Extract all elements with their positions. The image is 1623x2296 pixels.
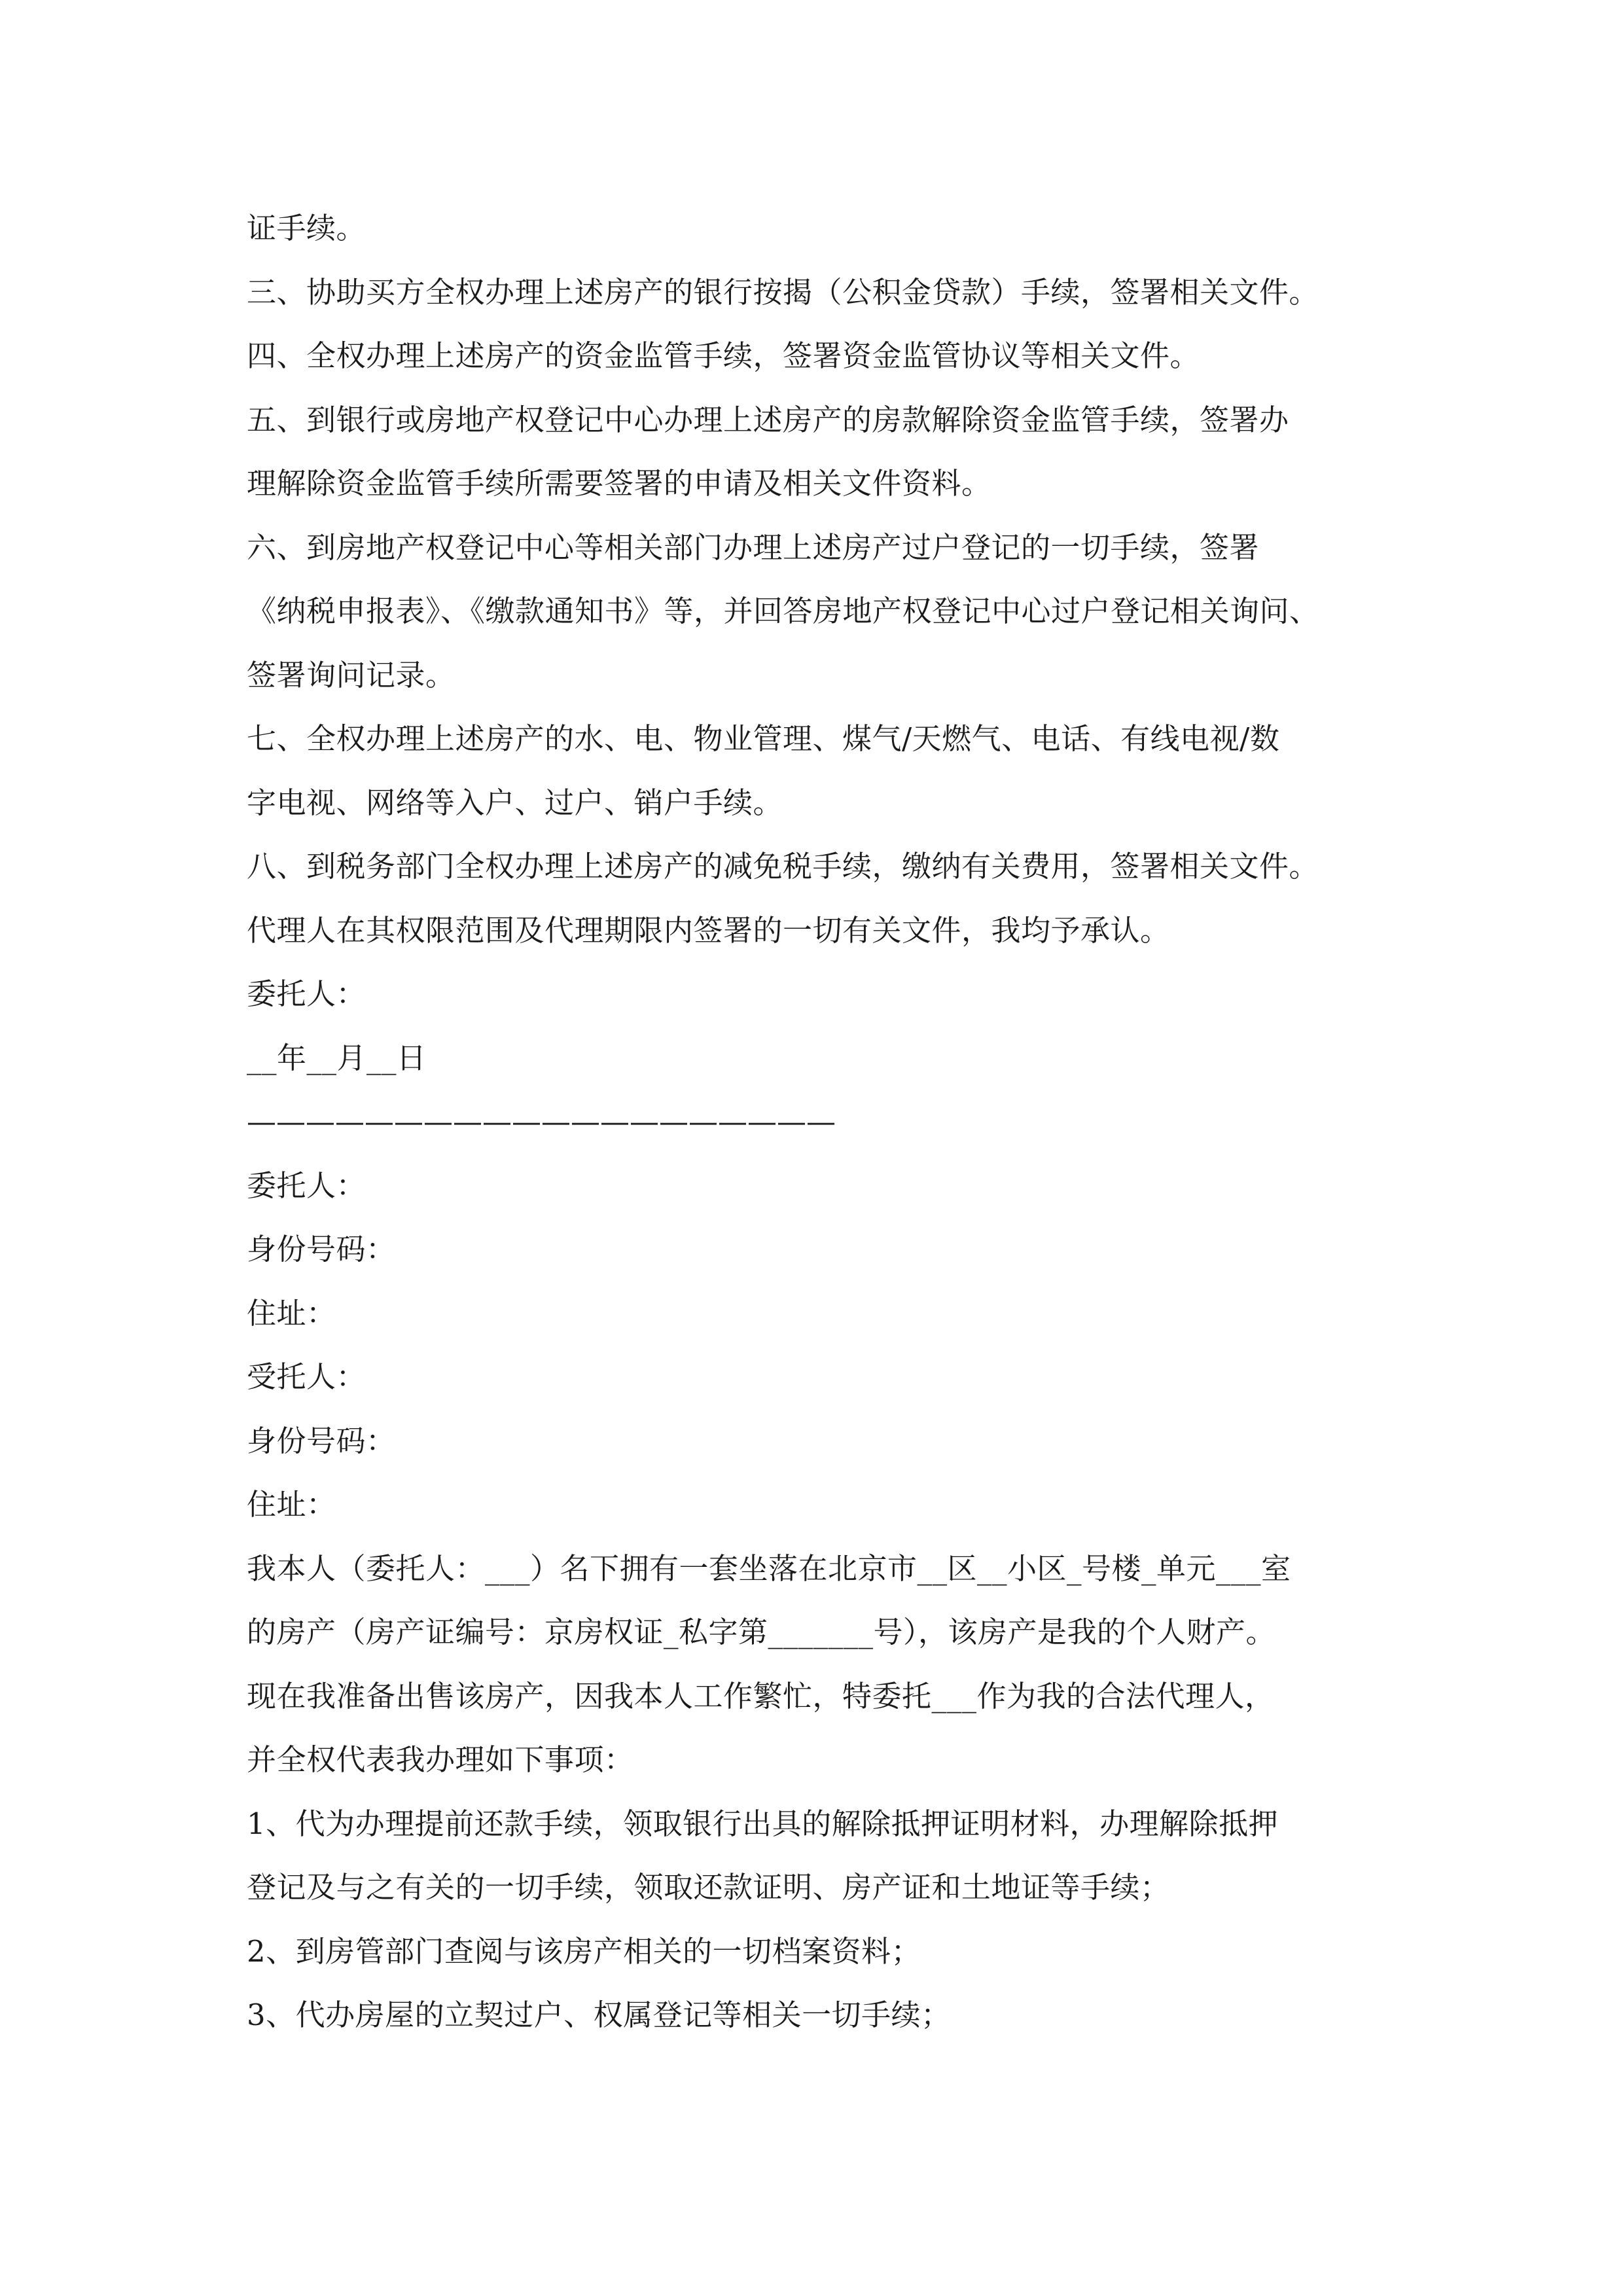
text-line: 三、协助买方全权办理上述房产的银行按揭（公积金贷款）手续，签署相关文件。 (247, 274, 1319, 310)
text-line: 3、代办房屋的立契过户、权属登记等相关一切手续； (247, 1998, 951, 2032)
principal-label: 委托人： (247, 1168, 366, 1203)
principal-address-label: 住址： (247, 1295, 336, 1331)
principal-id-label: 身份号码： (247, 1232, 396, 1266)
text-line: 《纳税申报表》、《缴款通知书》等，并回答房地产权登记中心过户登记相关询问、 (247, 594, 1319, 628)
agent-id-label: 身份号码： (247, 1423, 396, 1458)
text-line: 字电视、网络等入户、过户、销户手续。 (247, 785, 783, 820)
text-line: 并全权代表我办理如下事项： (247, 1742, 634, 1777)
text-line: 五、到银行或房地产权登记中心办理上述房产的房款解除资金监管手续，签署办 (247, 402, 1289, 437)
text-line: 证手续。 (247, 211, 366, 245)
text-line: 四、全权办理上述房产的资金监管手续，签署资金监管协议等相关文件。 (247, 338, 1200, 373)
text-line: 代理人在其权限范围及代理期限内签署的一切有关文件，我均予承认。 (247, 912, 1170, 948)
document-body (247, 196, 1385, 2047)
text-line: 八、到税务部门全权办理上述房产的减免税手续，缴纳有关费用，签署相关文件。 (247, 849, 1319, 884)
agent-label: 受托人： (247, 1359, 366, 1394)
text-line: 七、全权办理上述房产的水、电、物业管理、煤气/天燃气、电话、有线电视/数 (247, 721, 1280, 756)
text-line: 六、到房地产权登记中心等相关部门办理上述房产过户登记的一切手续，签署 (247, 529, 1260, 565)
text-line: 1、代为办理提前还款手续，领取银行出具的解除抵押证明材料，办理解除抵押 (247, 1806, 1279, 1841)
text-line: 签署询问记录。 (247, 657, 455, 692)
text-line: 登记及与之有关的一切手续，领取还款证明、房产证和土地证等手续； (247, 1870, 1170, 1905)
text-line: 我本人（委托人：___）名下拥有一套坐落在北京市__区__小区_号楼_单元___室 (247, 1551, 1291, 1586)
text-line: 现在我准备出售该房产，因我本人工作繁忙，特委托___作为我的合法代理人， (247, 1678, 1275, 1713)
agent-address-label: 住址： (247, 1487, 336, 1522)
text-line: 理解除资金监管手续所需要签署的申请及相关文件资料。 (247, 466, 991, 501)
text-line: 的房产（房产证编号：京房权证_私字第_______号），该房产是我的个人财产。 (247, 1615, 1276, 1649)
separator-line: ———————————————————— (247, 1104, 836, 1139)
signature-label: 委托人： (247, 977, 366, 1011)
text-line: 2、到房管部门查阅与该房产相关的一切档案资料； (247, 1933, 921, 1969)
date-line: __年__月__日 (247, 1040, 427, 1075)
